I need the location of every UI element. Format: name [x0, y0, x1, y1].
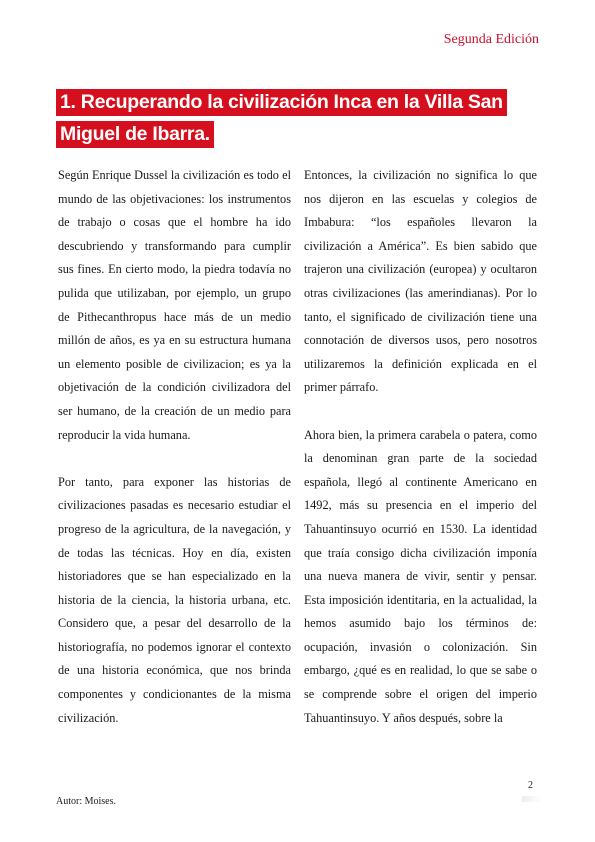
page-number-shade	[522, 796, 542, 802]
section-title	[56, 86, 546, 150]
right-column	[304, 164, 537, 754]
edition-label: Segunda Edición	[443, 32, 539, 47]
section-title-line-1: 1. Recuperando la civilización Inca en la Villa San	[56, 89, 507, 116]
page-number: 2	[528, 780, 533, 791]
section-title-line-2: Miguel de Ibarra.	[56, 121, 214, 148]
left-paragraph-2: Por tanto, para exponer las historias de civilizaciones pasadas es necesario estudiar el progreso de la agricultura, de la navegación, y de todas las técnicas. Hoy en día, existen historiadores que se han especializado en la historia de la ciencia, la historia urbana, etc. Considero que, a pesar del desarrollo de la historiografía, no podemos ignorar el contexto de una historia económica, que nos brinda componentes y condicionantes de la misma civilización.	[58, 474, 291, 725]
left-paragraph-1: Según Enrique Dussel la civilización es todo el mundo de las objetivaciones: los instrumentos de trabajo o cosas que el hombre ha ido descubriendo y transformando para cumplir sus fines. En cierto modo, la piedra todavía no pulida que utilizaban, por ejemplo, un grupo de Pithecanthropus hace más de un medio millón de años, es ya en su estructura humana un elemento posible de civilizacion; es ya la objetivación de la condición civilizadora del ser humano, de la creación de un medio para reproducir la vida humana.	[58, 168, 291, 442]
left-column	[58, 164, 291, 754]
right-paragraph-2: Ahora bien, la primera carabela o patera, como la denominan gran parte de la sociedad española, llegó al continente Americano en 1492, más su presencia en el imperio del Tahuantinsuyo ocurrió en 1530. La identidad que traía consigo dicha civilización imponía una nueva manera de vivir, sentir y pensar. Esta imposición identitaria, en la actualidad, la hemos asumido bajo los términos de: ocupación, invasión o colonización. Sin embargo, ¿qué es en realidad, lo que se sabe o se comprende sobre el origen del imperio Tahuantinsuyo. Y años después, sobre la	[304, 427, 537, 725]
right-paragraph-1: Entonces, la civilización no significa lo que nos dijeron en las escuelas y colegios de Imbabura: “los españoles llevaron la civilización a América”. Es bien sabido que trajeron una civilización (europea) y ocultaron otras civilizaciones (las amerindianas). Por lo tanto, el significado de civilización tiene una connotación de diversos usos, pero nosotros utilizaremos la definición explicada en el primer párrafo.	[304, 168, 537, 395]
author-credit: Autor: Moises.	[56, 796, 116, 807]
